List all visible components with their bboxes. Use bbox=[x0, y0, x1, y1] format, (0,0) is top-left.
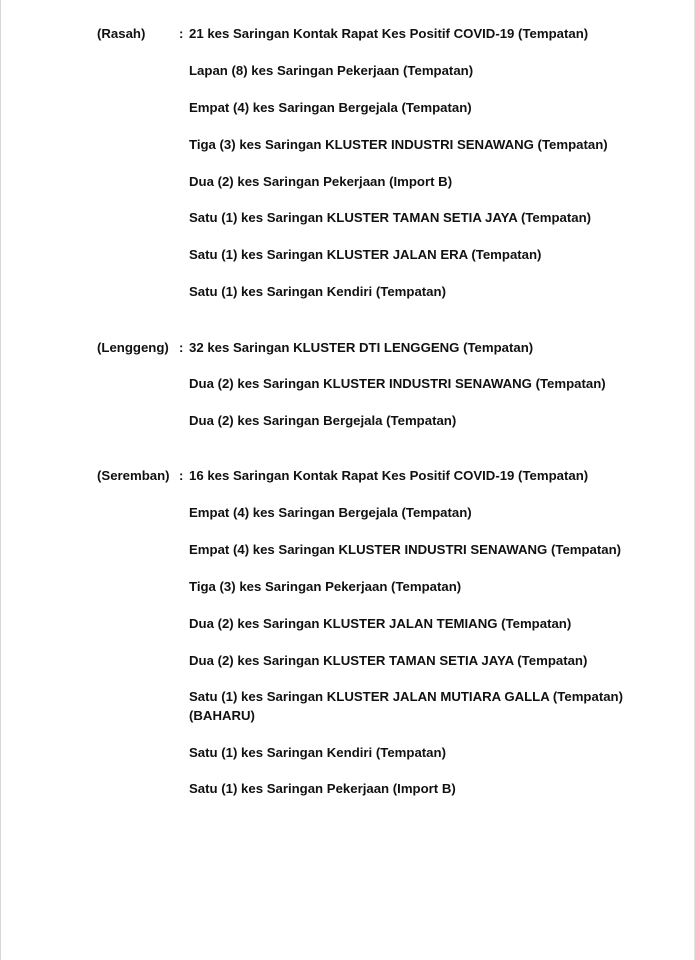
case-entry: 16 kes Saringan Kontak Rapat Kes Positif COVID-19 (Tempatan) bbox=[189, 468, 589, 483]
colon-separator: : bbox=[179, 26, 184, 41]
case-entry: Satu (1) kes Saringan KLUSTER JALAN MUTIARA GALLA (Tempatan) bbox=[189, 689, 623, 704]
colon-separator: : bbox=[179, 468, 184, 483]
case-entry: 21 kes Saringan Kontak Rapat Kes Positif COVID-19 (Tempatan) bbox=[189, 26, 589, 41]
case-entry: Empat (4) kes Saringan Bergejala (Tempatan) bbox=[189, 100, 472, 115]
case-entry: 32 kes Saringan KLUSTER DTI LENGGENG (Tempatan) bbox=[189, 340, 534, 355]
district-label: (Rasah) bbox=[97, 26, 146, 41]
case-entry: Lapan (8) kes Saringan Pekerjaan (Tempatan) bbox=[189, 63, 474, 78]
case-entry: Tiga (3) kes Saringan KLUSTER INDUSTRI SENAWANG (Tempatan) bbox=[189, 137, 608, 152]
district-label: (Seremban) bbox=[97, 468, 170, 483]
case-entry: Satu (1) kes Saringan Pekerjaan (Import B) bbox=[189, 781, 456, 796]
case-entry: Empat (4) kes Saringan Bergejala (Tempatan) bbox=[189, 505, 472, 520]
case-entry-continuation: (BAHARU) bbox=[189, 708, 255, 723]
case-entry: Dua (2) kes Saringan KLUSTER INDUSTRI SENAWANG (Tempatan) bbox=[189, 376, 606, 391]
case-entry: Dua (2) kes Saringan Bergejala (Tempatan) bbox=[189, 413, 457, 428]
case-entry: Dua (2) kes Saringan Pekerjaan (Import B) bbox=[189, 174, 453, 189]
case-entry: Satu (1) kes Saringan Kendiri (Tempatan) bbox=[189, 284, 446, 299]
case-entry: Satu (1) kes Saringan Kendiri (Tempatan) bbox=[189, 745, 446, 760]
case-entry: Dua (2) kes Saringan KLUSTER JALAN TEMIANG (Tempatan) bbox=[189, 616, 572, 631]
colon-separator: : bbox=[179, 340, 184, 355]
case-entry: Satu (1) kes Saringan KLUSTER JALAN ERA (Tempatan) bbox=[189, 247, 542, 262]
case-entry: Satu (1) kes Saringan KLUSTER TAMAN SETIA JAYA (Tempatan) bbox=[189, 210, 592, 225]
case-entry: Tiga (3) kes Saringan Pekerjaan (Tempatan) bbox=[189, 579, 462, 594]
case-entry: Dua (2) kes Saringan KLUSTER TAMAN SETIA JAYA (Tempatan) bbox=[189, 653, 588, 668]
district-label: (Lenggeng) bbox=[97, 340, 169, 355]
case-entry: Empat (4) kes Saringan KLUSTER INDUSTRI SENAWANG (Tempatan) bbox=[189, 542, 622, 557]
